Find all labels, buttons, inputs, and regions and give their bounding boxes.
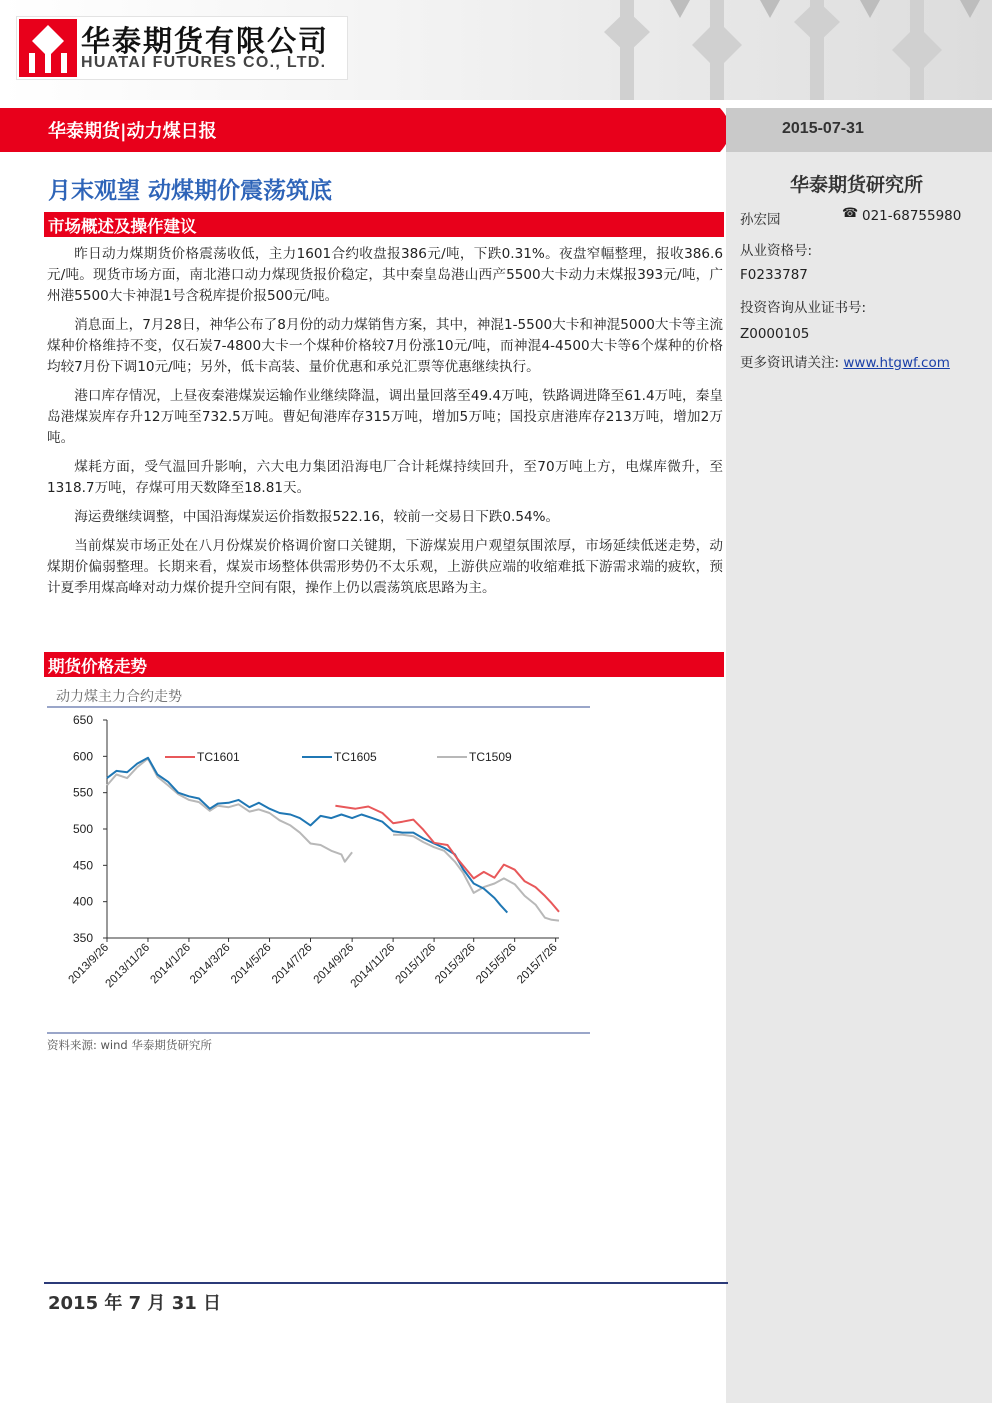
legend-label: TC1605: [334, 750, 377, 764]
website-link[interactable]: www.htgwf.com: [843, 355, 950, 371]
x-tick-label: 2013/9/26: [66, 941, 112, 987]
header-decoration: [590, 0, 992, 100]
paragraph: 港口库存情况，上昼夜秦港煤炭运输作业继续降温，调出量回落至49.4万吨，铁路调进降至61.4万吨，秦皇岛港煤炭库存升12万吨至732.5万吨。曹妃甸港库存315万吨，增加5万吨；国投京唐港库存213万吨，增加2万吨。: [47, 388, 723, 446]
main-title: 月末观望 动煤期价震荡筑底: [48, 178, 333, 204]
paragraph: 消息面上，7月28日，神华公布了8月份的动力煤销售方案，其中，神混1-5500大卡和神混5000大卡等主流煤种价格维持不变，仅石炭7-4800大卡一个煤种价格较7月份涨10元/吨，而神混4-4500大卡等6个煤种的价格均较7月份下调10元/吨；另外，低卡高装、量价优惠和承兑汇票等优惠继续执行。: [47, 317, 723, 375]
consult-number: Z0000105: [740, 326, 810, 342]
legend-label: TC1601: [197, 750, 240, 764]
data-source: 资料来源: wind 华泰期货研究所: [47, 1038, 212, 1052]
y-tick-label: 350: [72, 931, 93, 945]
qualification-number: F0233787: [740, 267, 808, 283]
paragraph: 海运费继续调整，中国沿海煤炭运价指数报522.16，较前一交易日下跌0.54%。: [74, 509, 560, 525]
x-tick-label: 2013/11/26: [103, 941, 153, 991]
consult-label: 投资咨询从业证书号:: [740, 300, 867, 316]
report-date: 2015-07-31: [782, 120, 864, 137]
paragraph: 当前煤炭市场正处在八月份煤炭价格调价窗口关键期，下游煤炭用户观望氛围浓厚，市场延续低迷走势，动煤期价偏弱整理。长期来看，煤炭市场整体供需形势仍不太乐观，上游供应端的收缩难抵下游需求端的疲软，预计夏季用煤高峰对动力煤价提升空间有限，操作上仍以震荡筑底思路为主。: [47, 538, 723, 596]
analyst-phone: 021-68755980: [862, 208, 962, 224]
x-tick-label: 2014/3/26: [188, 941, 233, 987]
x-tick-label: 2014/9/26: [311, 941, 357, 987]
x-tick-label: 2015/5/26: [474, 941, 519, 987]
y-tick-label: 500: [72, 822, 93, 836]
footer-date: 2015 年 7 月 31 日: [48, 1293, 222, 1314]
more-info-label: 更多资讯请关注:: [740, 355, 840, 371]
x-tick-label: 2014/5/26: [228, 941, 274, 987]
analyst-name: 孙宏园: [740, 212, 781, 228]
series-line-tc1605: [107, 758, 507, 913]
x-tick-label: 2015/1/26: [393, 941, 439, 987]
logo-chinese-name: 华泰期货有限公司: [81, 24, 330, 58]
chart-frame-bottom: [47, 1032, 590, 1034]
y-tick-label: 650: [72, 713, 93, 727]
section-header-futures: [44, 652, 724, 677]
y-tick-label: 400: [72, 894, 93, 909]
paragraph: 煤耗方面，受气温回升影响，六大电力集团沿海电厂合计耗煤持续回升，至70万吨上方，电煤库微升，至1318.7万吨，存煤可用天数降至18.81天。: [47, 459, 723, 496]
phone-icon: ☎: [842, 206, 859, 221]
logo-english-name: HUATAI FUTURES CO., LTD.: [81, 54, 327, 71]
institute-name: 华泰期货研究所: [790, 174, 924, 196]
series-line-tc1509: [107, 759, 352, 862]
paragraph: 昨日动力煤期货价格震荡收低，主力1601合约收盘报386元/吨，下跌0.31%。夜盘窄幅整理，报收386.6元/吨。现货市场方面，南北港口动力煤现货报价稳定，其中秦皇岛港山西产5500大卡动力末煤报393元/吨，广州港5500大卡神混1号含税库提价报500元/吨。: [47, 246, 723, 304]
section-title: 期货价格走势: [48, 657, 147, 676]
huatai-logo-icon: [19, 19, 77, 77]
x-tick-label: 2014/1/26: [148, 941, 194, 987]
y-tick-label: 550: [72, 785, 93, 800]
section-title: 市场概述及操作建议: [48, 217, 197, 236]
qualification-label: 从业资格号:: [740, 243, 813, 259]
y-tick-label: 600: [72, 749, 93, 764]
more-info: [740, 351, 950, 371]
x-tick-label: 2014/11/26: [348, 941, 398, 991]
futures-price-chart: [47, 708, 590, 1030]
report-name: 华泰期货|动力煤日报: [48, 121, 217, 142]
page-header: [0, 0, 992, 100]
market-overview-text: [47, 244, 723, 607]
y-tick-label: 450: [72, 858, 93, 873]
legend-label: TC1509: [469, 750, 512, 764]
footer-divider: [44, 1282, 728, 1284]
company-logo: [16, 16, 348, 80]
x-tick-label: 2014/7/26: [269, 941, 315, 987]
chart-caption: 动力煤主力合约走势: [56, 689, 182, 705]
x-tick-label: 2015/3/26: [433, 941, 478, 987]
x-tick-label: 2015/7/26: [515, 941, 560, 987]
section-header-overview: [44, 212, 724, 237]
